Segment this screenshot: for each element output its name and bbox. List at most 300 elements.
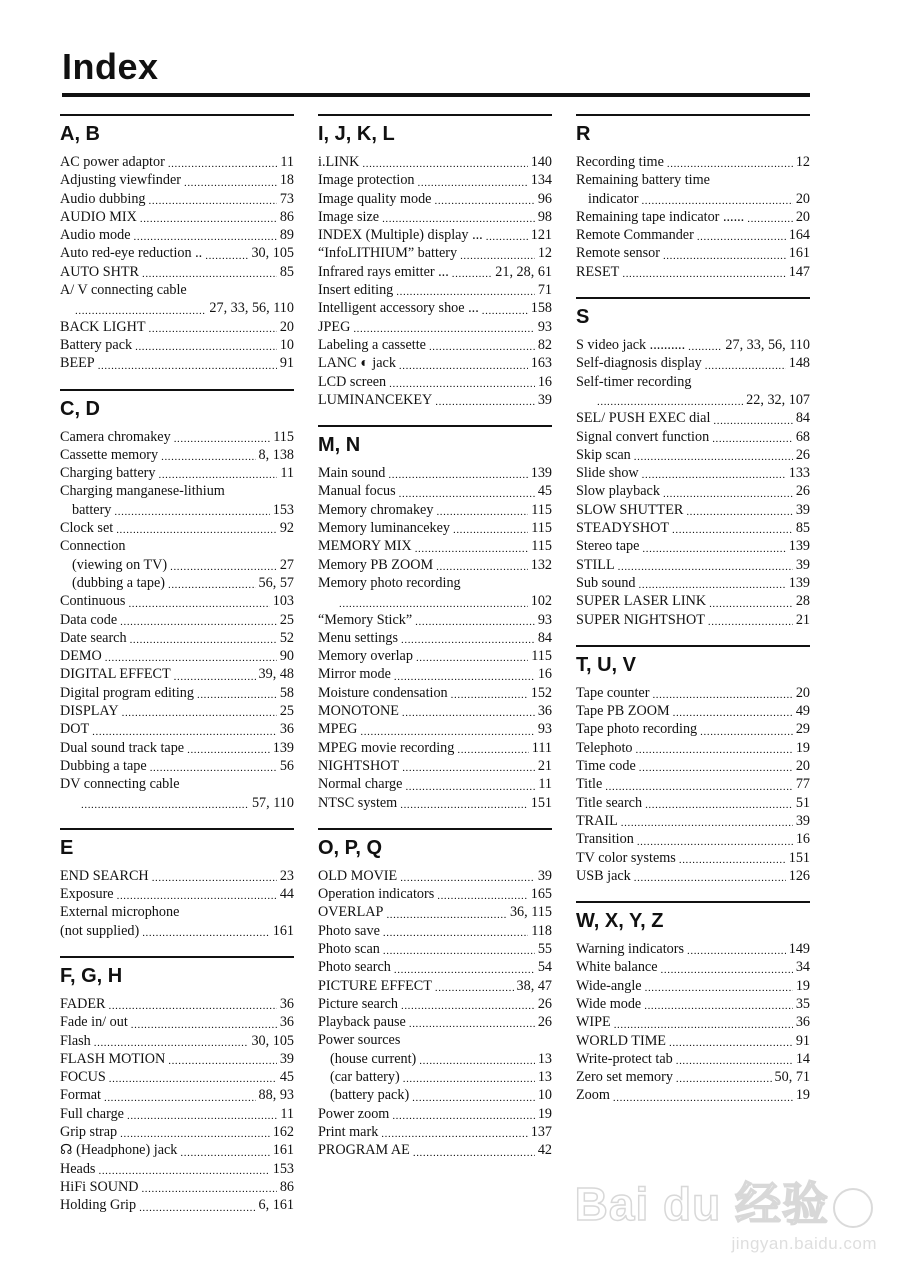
index-entry	[576, 739, 810, 757]
entry-pages: 86	[279, 1178, 294, 1195]
entry-term: FADER	[60, 995, 106, 1012]
dot-leader	[634, 871, 786, 885]
entry-term: Slow playback	[576, 483, 660, 500]
section-heading: I, J, K, L	[318, 114, 552, 152]
entry-pages: 139	[272, 739, 294, 756]
dot-leader	[661, 963, 793, 977]
index-entry	[60, 226, 294, 244]
entry-term: Moisture condensation	[318, 684, 448, 701]
dot-leader	[142, 267, 277, 281]
entry-pages: 39	[795, 812, 810, 829]
entry-pages: 88, 93	[258, 1087, 294, 1104]
index-entry	[318, 153, 552, 171]
index-entry	[576, 537, 810, 555]
entry-pages: 39	[537, 391, 552, 408]
entry-term: Dubbing a tape	[60, 757, 147, 774]
dot-leader	[676, 1072, 772, 1086]
index-entry	[576, 574, 810, 592]
index-entry	[318, 1031, 552, 1049]
entry-pages: 92	[279, 520, 294, 537]
entry-pages: 140	[530, 154, 552, 170]
dot-leader	[362, 157, 527, 171]
dot-leader	[452, 267, 492, 281]
entry-term: Memory chromakey	[318, 501, 434, 518]
index-entry	[576, 208, 810, 226]
dot-leader	[613, 1091, 793, 1105]
entry-pages: 11	[280, 465, 294, 482]
index-entry	[576, 1013, 810, 1031]
entry-pages: 39	[795, 556, 810, 573]
dot-leader	[642, 468, 786, 482]
entry-term: Zero set memory	[576, 1069, 673, 1086]
index-entry	[318, 226, 552, 244]
index-entry	[576, 940, 810, 958]
index-entry	[60, 190, 294, 208]
index-entry	[60, 867, 294, 885]
entry-term: AUTO SHTR	[60, 263, 139, 280]
entry-pages: 103	[272, 593, 294, 610]
entry-pages: 165	[530, 886, 552, 903]
entry-pages: 51	[795, 794, 810, 811]
dot-leader	[383, 944, 535, 958]
index-entry	[318, 391, 552, 409]
entry-term: Camera chromakey	[60, 428, 171, 445]
dot-leader	[400, 798, 527, 812]
index-entry	[576, 1050, 810, 1068]
index-entry	[318, 867, 552, 885]
watermark	[575, 1168, 877, 1254]
entry-pages: 149	[788, 941, 810, 958]
entry-pages: 19	[537, 1105, 552, 1122]
dot-leader	[402, 706, 535, 720]
dot-leader	[197, 688, 277, 702]
index-entry	[318, 885, 552, 903]
entry-pages: 152	[530, 684, 552, 701]
entry-term: Infrared rays emitter ...	[318, 263, 449, 280]
entry-pages: 126	[788, 867, 810, 884]
index-entry	[318, 720, 552, 738]
entry-pages: 121	[530, 227, 552, 244]
entry-term: Memory PB ZOOM	[318, 556, 434, 573]
entry-pages: 84	[795, 410, 810, 427]
entry-term: Charging manganese-lithium	[60, 483, 225, 500]
dot-leader	[396, 285, 535, 299]
dot-leader	[403, 1072, 535, 1086]
index-entry	[318, 1086, 552, 1104]
entry-term: SEL/ PUSH EXEC dial	[576, 410, 711, 427]
dot-leader	[673, 706, 793, 720]
entry-pages: 115	[531, 520, 552, 537]
dot-leader	[141, 1182, 276, 1196]
entry-pages: 28	[795, 593, 810, 610]
entry-pages: 29	[795, 721, 810, 738]
entry-pages: 93	[537, 721, 552, 738]
entry-pages: 44	[279, 886, 294, 903]
index-entry	[318, 501, 552, 519]
entry-term: HiFi SOUND	[60, 1178, 139, 1195]
entry-term: Menu settings	[318, 629, 398, 646]
entry-pages: 22, 32, 107	[746, 391, 810, 408]
entry-pages: 13	[537, 1069, 552, 1086]
entry-term: (battery pack)	[330, 1087, 410, 1104]
dot-leader	[429, 340, 535, 354]
entry-pages: 148	[788, 355, 810, 372]
dot-leader	[170, 560, 277, 574]
dot-leader	[605, 780, 793, 794]
entry-pages: 98	[537, 208, 552, 225]
index-entry	[576, 1086, 810, 1104]
dot-leader	[435, 395, 535, 409]
index-entry	[60, 464, 294, 482]
dot-leader	[122, 706, 277, 720]
entry-pages: 20	[795, 190, 810, 207]
entry-pages: 134	[530, 172, 552, 189]
dot-leader	[451, 688, 528, 702]
index-entry	[60, 574, 294, 592]
entry-term: Normal charge	[318, 776, 403, 793]
entry-term: White balance	[576, 959, 658, 976]
entry-pages: 20	[795, 208, 810, 225]
index-entry	[60, 739, 294, 757]
entry-term: (viewing on TV)	[72, 556, 168, 573]
section-heading: E	[60, 828, 294, 866]
entry-pages: 91	[795, 1032, 810, 1049]
dot-leader	[130, 633, 277, 647]
index-column-1	[60, 114, 294, 1231]
dot-leader	[388, 468, 527, 482]
index-section	[60, 828, 294, 940]
index-column-2	[318, 114, 552, 1176]
dot-leader	[412, 1091, 535, 1105]
entry-pages: 115	[531, 501, 552, 518]
index-section	[60, 114, 294, 373]
entry-pages: 93	[537, 318, 552, 335]
entry-pages: 133	[788, 465, 810, 482]
entry-term: Print mark	[318, 1123, 379, 1140]
entry-term: Tape photo recording	[576, 721, 698, 738]
entry-pages: 91	[279, 355, 294, 372]
entry-term: TV color systems	[576, 849, 676, 866]
index-entry	[318, 1068, 552, 1086]
dot-leader	[409, 1017, 535, 1031]
dot-leader	[389, 377, 535, 391]
index-section	[576, 901, 810, 1105]
entry-term: NTSC system	[318, 794, 398, 811]
entry-pages: 26	[537, 1014, 552, 1031]
entry-pages: 161	[272, 922, 294, 939]
entry-pages: 45	[537, 483, 552, 500]
entry-pages: 36	[795, 1014, 810, 1031]
dot-leader	[697, 230, 786, 244]
dot-leader	[104, 1091, 256, 1105]
dot-leader	[712, 432, 793, 446]
dot-leader	[168, 157, 278, 171]
entry-pages: 118	[531, 922, 552, 939]
index-entry	[576, 171, 810, 189]
entry-pages: 16	[795, 831, 810, 848]
entry-term: USB jack	[576, 867, 631, 884]
entry-term: Labeling a cassette	[318, 336, 426, 353]
dot-leader	[709, 597, 793, 611]
index-entry	[576, 995, 810, 1013]
entry-pages: 49	[795, 703, 810, 720]
index-entry	[576, 867, 810, 885]
entry-pages: 85	[795, 520, 810, 537]
entry-term: Signal convert function	[576, 428, 710, 445]
index-entry	[60, 1013, 294, 1031]
index-entry	[60, 318, 294, 336]
index-entry	[576, 226, 810, 244]
entry-term: Mirror mode	[318, 666, 391, 683]
entry-pages: 147	[788, 263, 810, 280]
index-entry	[318, 574, 552, 592]
dot-leader	[184, 176, 277, 190]
index-entry	[60, 244, 294, 262]
entry-pages: 161	[272, 1142, 294, 1159]
entry-term: AC power adaptor	[60, 154, 165, 170]
title-rule	[62, 93, 810, 97]
index-entry	[318, 629, 552, 647]
dot-leader	[150, 761, 277, 775]
entry-pages: 6, 161	[258, 1197, 294, 1214]
entry-pages: 34	[795, 959, 810, 976]
index-section	[318, 114, 552, 409]
dot-leader	[436, 505, 528, 519]
dot-leader	[457, 743, 528, 757]
index-entry	[576, 684, 810, 702]
index-entry	[60, 1032, 294, 1050]
index-section	[576, 645, 810, 885]
index-entry	[60, 922, 294, 940]
entry-term: Power zoom	[318, 1105, 390, 1122]
index-entry	[576, 830, 810, 848]
entry-pages: 36	[537, 703, 552, 720]
dot-leader	[413, 1146, 535, 1160]
dot-leader	[486, 230, 528, 244]
dot-leader	[105, 651, 277, 665]
entry-pages: 139	[788, 538, 810, 555]
dot-leader	[705, 359, 786, 373]
index-entry	[318, 702, 552, 720]
watermark-logo: Bai du 经验	[575, 1168, 877, 1234]
entry-pages: 85	[279, 263, 294, 280]
entry-term: “InfoLITHIUM” battery	[318, 245, 458, 262]
entry-pages: 18	[279, 172, 294, 189]
index-entry	[60, 336, 294, 354]
index-entry	[60, 592, 294, 610]
entry-term: SLOW SHUTTER	[576, 501, 684, 518]
entry-pages: 27	[279, 556, 294, 573]
index-entry	[318, 299, 552, 317]
index-entry	[576, 501, 810, 519]
entry-term: Title search	[576, 794, 643, 811]
index-entry	[576, 611, 810, 629]
dot-leader	[120, 615, 277, 629]
dot-leader	[645, 798, 793, 812]
entry-pages: 162	[272, 1124, 294, 1141]
entry-pages: 11	[280, 1105, 294, 1122]
entry-term: PROGRAM AE	[318, 1142, 410, 1159]
index-entry	[318, 775, 552, 793]
section-heading: A, B	[60, 114, 294, 152]
section-heading: C, D	[60, 389, 294, 427]
dot-leader	[622, 267, 785, 281]
index-entry	[60, 647, 294, 665]
entry-term: AUDIO MIX	[60, 208, 137, 225]
section-heading: S	[576, 297, 810, 335]
entry-term: Intelligent accessory shoe ...	[318, 300, 479, 317]
dot-leader	[161, 450, 255, 464]
dot-leader	[92, 725, 277, 739]
entry-term: LCD screen	[318, 373, 387, 390]
entry-term: OLD MOVIE	[318, 867, 398, 884]
index-entry	[318, 977, 552, 995]
index-entry	[60, 885, 294, 903]
index-entry	[318, 464, 552, 482]
index-entry	[60, 665, 294, 683]
entry-term: DV connecting cable	[60, 776, 180, 793]
entry-pages: 19	[795, 739, 810, 756]
dot-leader	[688, 340, 722, 354]
dot-leader	[109, 1072, 277, 1086]
index-entry	[576, 263, 810, 281]
index-entry	[576, 1032, 810, 1050]
entry-pages: 16	[537, 373, 552, 390]
entry-term: Stereo tape	[576, 538, 640, 555]
index-entry	[576, 958, 810, 976]
dot-leader	[168, 1054, 277, 1068]
entry-pages: 86	[279, 208, 294, 225]
dot-leader	[597, 395, 743, 409]
entry-term: (dubbing a tape)	[72, 574, 165, 591]
entry-pages: 158	[530, 300, 552, 317]
index-entry	[318, 556, 552, 574]
dot-leader	[94, 1036, 249, 1050]
index-entry	[318, 208, 552, 226]
dot-leader	[636, 743, 793, 757]
index-entry	[60, 428, 294, 446]
section-heading: R	[576, 114, 810, 152]
dot-leader	[142, 926, 270, 940]
entry-pages: 151	[788, 849, 810, 866]
entry-term: Title	[576, 776, 603, 793]
entry-term: Charging battery	[60, 465, 156, 482]
entry-pages: 161	[788, 245, 810, 262]
index-entry	[60, 720, 294, 738]
index-entry	[576, 1068, 810, 1086]
entry-term: LUMINANCEKEY	[318, 391, 433, 408]
entry-pages: 10	[279, 336, 294, 353]
section-heading: O, P, Q	[318, 828, 552, 866]
index-entry	[576, 409, 810, 427]
index-entry	[318, 940, 552, 958]
index-entry	[60, 903, 294, 921]
entry-term: “Memory Stick”	[318, 611, 413, 628]
entry-pages: 21, 28, 61	[495, 263, 552, 280]
entry-term: A/ V connecting cable	[60, 282, 187, 299]
dot-leader	[149, 322, 277, 336]
dot-leader	[205, 249, 248, 263]
index-entry	[318, 739, 552, 757]
entry-term: Slide show	[576, 465, 639, 482]
index-entry	[60, 1050, 294, 1068]
entry-pages: 52	[279, 629, 294, 646]
entry-pages: 11	[280, 154, 294, 170]
entry-pages: 96	[537, 190, 552, 207]
entry-term: FOCUS	[60, 1069, 106, 1086]
dot-leader	[435, 981, 514, 995]
index-entry	[60, 354, 294, 372]
dot-leader	[419, 1054, 535, 1068]
index-entry	[576, 464, 810, 482]
entry-pages: 36	[279, 995, 294, 1012]
entry-term: DIGITAL EFFECT	[60, 666, 171, 683]
entry-pages: 36	[279, 1014, 294, 1031]
entry-term: BEEP	[60, 355, 95, 372]
index-entry	[60, 153, 294, 171]
entry-pages: 39	[795, 501, 810, 518]
entry-term: LANC ◐ jack	[318, 355, 396, 372]
index-entry	[318, 757, 552, 775]
dot-leader	[634, 450, 793, 464]
dot-leader	[134, 230, 277, 244]
entry-term: Fade in/ out	[60, 1014, 128, 1031]
index-section	[576, 297, 810, 629]
entry-pages: 21	[795, 611, 810, 628]
entry-term: Connection	[60, 538, 126, 555]
entry-term: Transition	[576, 831, 634, 848]
dot-leader	[401, 999, 535, 1013]
entry-term: Exposure	[60, 886, 114, 903]
entry-term: TRAIL	[576, 812, 618, 829]
entry-pages: 11	[538, 776, 552, 793]
entry-pages: 68	[795, 428, 810, 445]
entry-term: STEADYSHOT	[576, 520, 670, 537]
entry-pages: 39	[279, 1050, 294, 1067]
entry-pages: 26	[795, 446, 810, 463]
entry-term: Memory photo recording	[318, 574, 461, 591]
dot-leader	[663, 487, 793, 501]
entry-term: Playback pause	[318, 1014, 406, 1031]
entry-pages: 36	[279, 721, 294, 738]
dot-leader	[187, 743, 270, 757]
index-entry	[60, 171, 294, 189]
dot-leader	[652, 688, 792, 702]
dot-leader	[168, 578, 256, 592]
dot-leader	[394, 670, 535, 684]
index-entry	[60, 995, 294, 1013]
index-entry	[60, 684, 294, 702]
entry-term: DOT	[60, 721, 90, 738]
entry-term: INDEX (Multiple) display ...	[318, 227, 483, 244]
dot-leader	[174, 432, 271, 446]
section-heading: F, G, H	[60, 956, 294, 994]
entry-term: Digital program editing	[60, 684, 194, 701]
dot-leader	[400, 871, 535, 885]
index-entry	[318, 794, 552, 812]
entry-term: MPEG movie recording	[318, 739, 455, 756]
index-entry	[576, 794, 810, 812]
section-heading: W, X, Y, Z	[576, 901, 810, 939]
entry-term: Flash	[60, 1032, 91, 1049]
dot-leader	[418, 176, 528, 190]
index-entry	[60, 446, 294, 464]
index-entry	[60, 757, 294, 775]
index-entry	[318, 190, 552, 208]
entry-term: External microphone	[60, 904, 180, 921]
index-entry	[318, 1013, 552, 1031]
index-entry	[318, 903, 552, 921]
